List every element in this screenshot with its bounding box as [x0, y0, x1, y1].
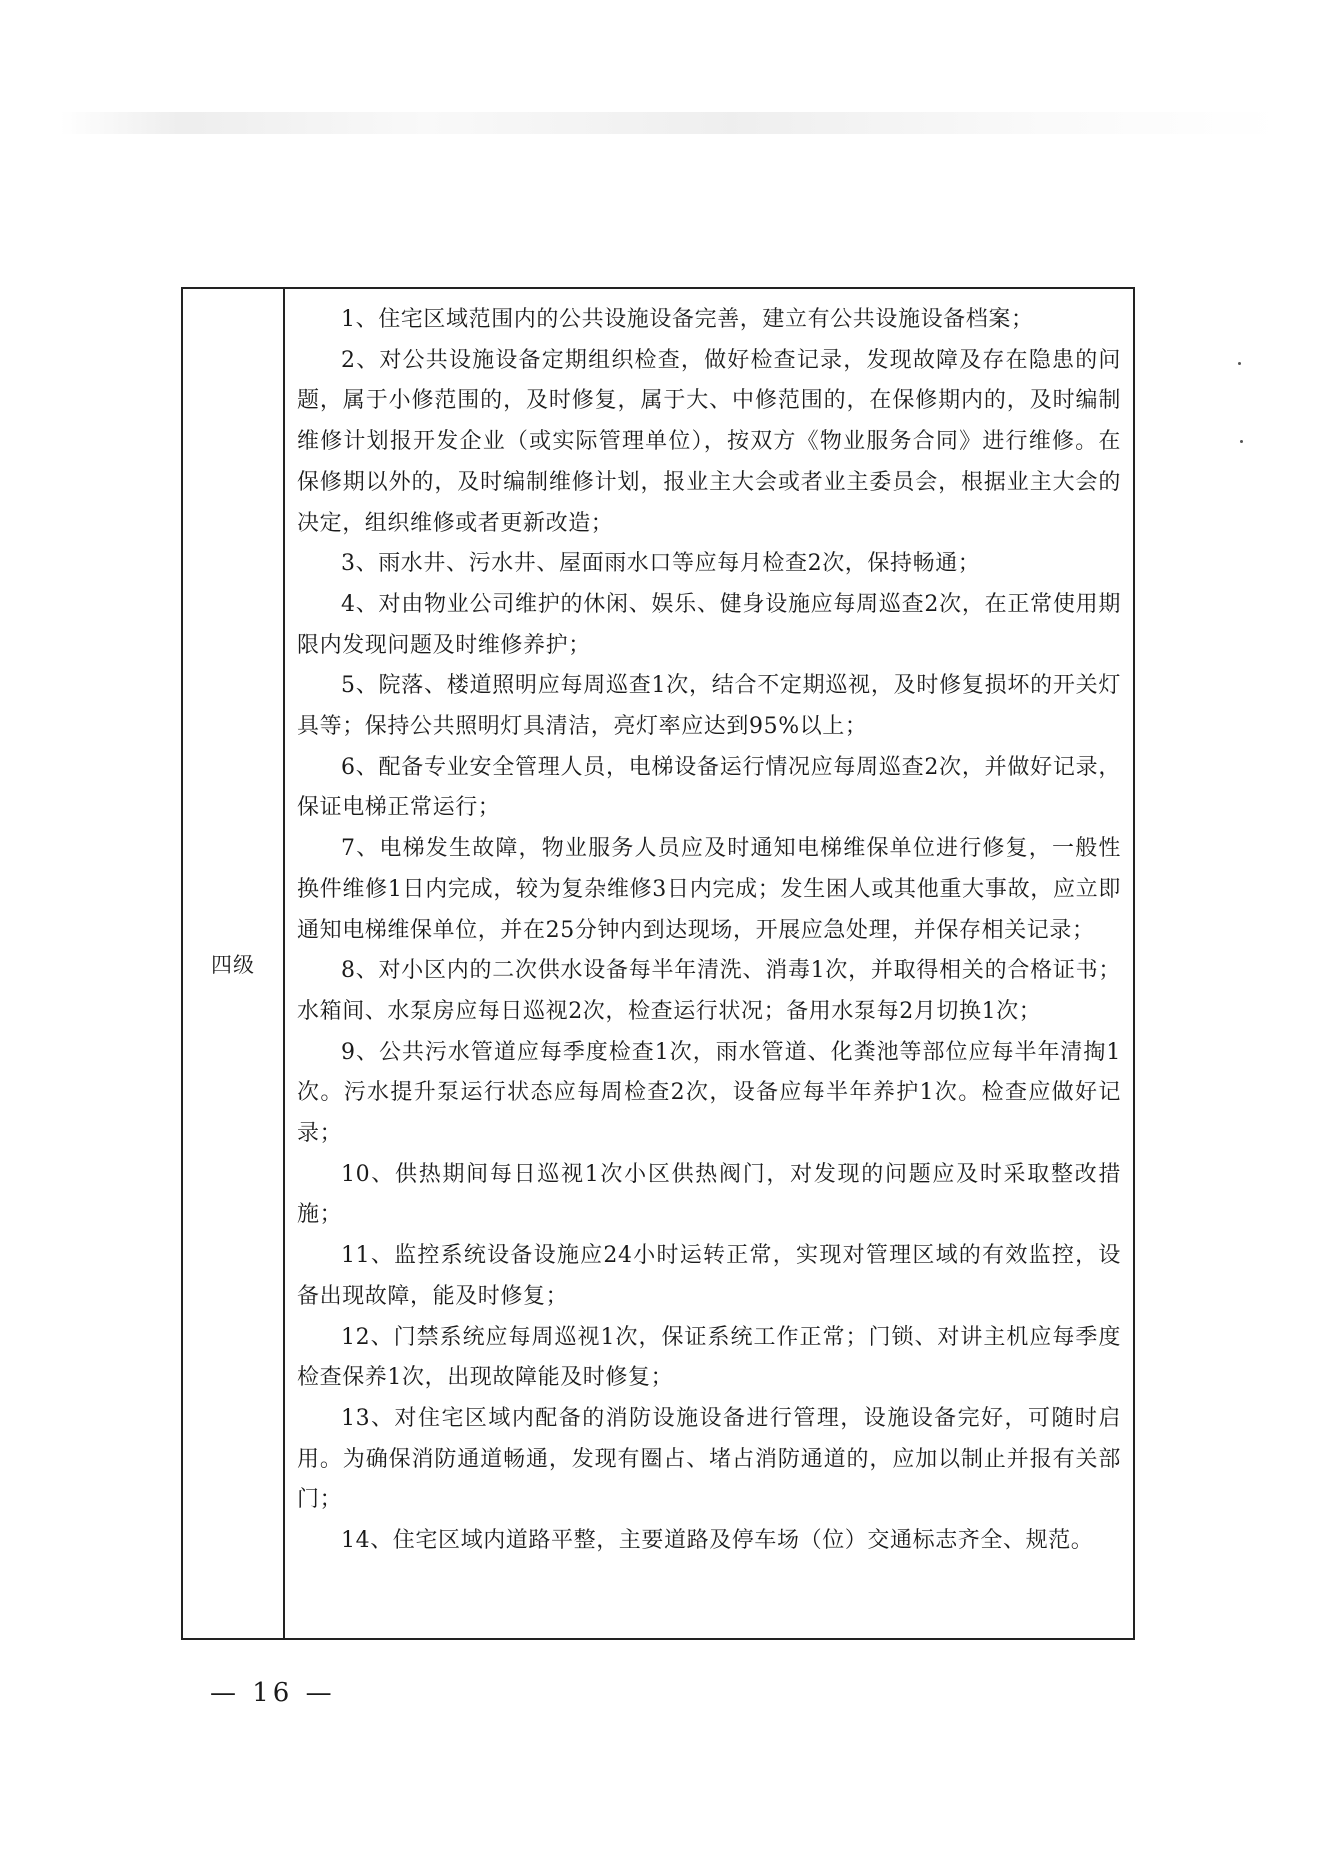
- list-item: 8、对小区内的二次供水设备每半年清洗、消毒1次，并取得相关的合格证书；水箱间、水泵房应每日巡视2次，检查运行状况；备用水泵每2月切换1次；: [297, 958, 1121, 1024]
- scan-speck: [1240, 440, 1243, 443]
- page-number: — 16 —: [210, 1678, 336, 1708]
- list-item: 6、配备专业安全管理人员，电梯设备运行情况应每周巡查2次，并做好记录，保证电梯正常运行；: [297, 754, 1121, 821]
- list-item: 11、监控系统设备设施应24小时运转正常，实现对管理区域的有效监控，设备出现故障，能及时修复；: [297, 1243, 1121, 1309]
- list-item: 10、供热期间每日巡视1次小区供热阀门，对发现的问题应及时采取整改措施；: [297, 1161, 1121, 1228]
- list-item: 5、院落、楼道照明应每周巡查1次，结合不定期巡视，及时修复损坏的开关灯具等；保持公共照明灯具清洁，亮灯率应达到95%以上；: [297, 673, 1121, 740]
- scan-speck: [1238, 362, 1241, 365]
- list-item: 3、雨水井、污水井、屋面雨水口等应每月检查2次，保持畅通；: [341, 551, 981, 577]
- list-item: 14、住宅区域内道路平整，主要道路及停车场（位）交通标志齐全、规范。: [341, 1528, 1094, 1554]
- list-item: 13、对住宅区域内配备的消防设施设备进行管理，设施设备完好，可随时启用。为确保消防通道畅通，发现有圈占、堵占消防通道的，应加以制止并报有关部门；: [297, 1405, 1121, 1513]
- list-item: 1、住宅区域范围内的公共设施设备完善，建立有公共设施设备档案；: [341, 307, 1034, 332]
- list-item: 12、门禁系统应每周巡视1次，保证系统工作正常；门锁、对讲主机应每季度检查保养1次，出现故障能及时修复；: [297, 1324, 1121, 1391]
- list-item: 9、公共污水管道应每季度检查1次，雨水管道、化粪池等部位应每半年清掏1次。污水提升泵运行状态应每周检查2次，设备应每半年养护1次。检查应做好记录；: [297, 1039, 1121, 1147]
- requirements-cell: [284, 288, 1134, 1639]
- scan-artifact: [60, 112, 1280, 134]
- service-standard-table: [181, 287, 1135, 1640]
- list-item: 4、对由物业公司维护的休闲、娱乐、健身设施应每周巡查2次，在正常使用期限内发现问题及时维修养护；: [297, 591, 1121, 658]
- list-item: 2、对公共设施设备定期组织检查，做好检查记录，发现故障及存在隐患的问题，属于小修范围的，及时修复，属于大、中修范围的，在保修期内的，及时编制维修计划报开发企业（或实际管理单位），按双方《物业服务合同》进行维修。在保修期以外的，及时编制维修计划，报业主大会或者业主委员会，根据业主大会的决定，组织维修或者更新改造；: [297, 347, 1121, 536]
- list-item: 7、电梯发生故障，物业服务人员应及时通知电梯维保单位进行修复，一般性换件维修1日内完成，较为复杂维修3日内完成；发生困人或其他重大事故，应立即通知电梯维保单位，并在25分钟内到达现场，开展应急处理，并保存相关记录；: [297, 836, 1121, 943]
- table-row: [182, 288, 1134, 1639]
- service-level-cell: 四级: [182, 288, 284, 1639]
